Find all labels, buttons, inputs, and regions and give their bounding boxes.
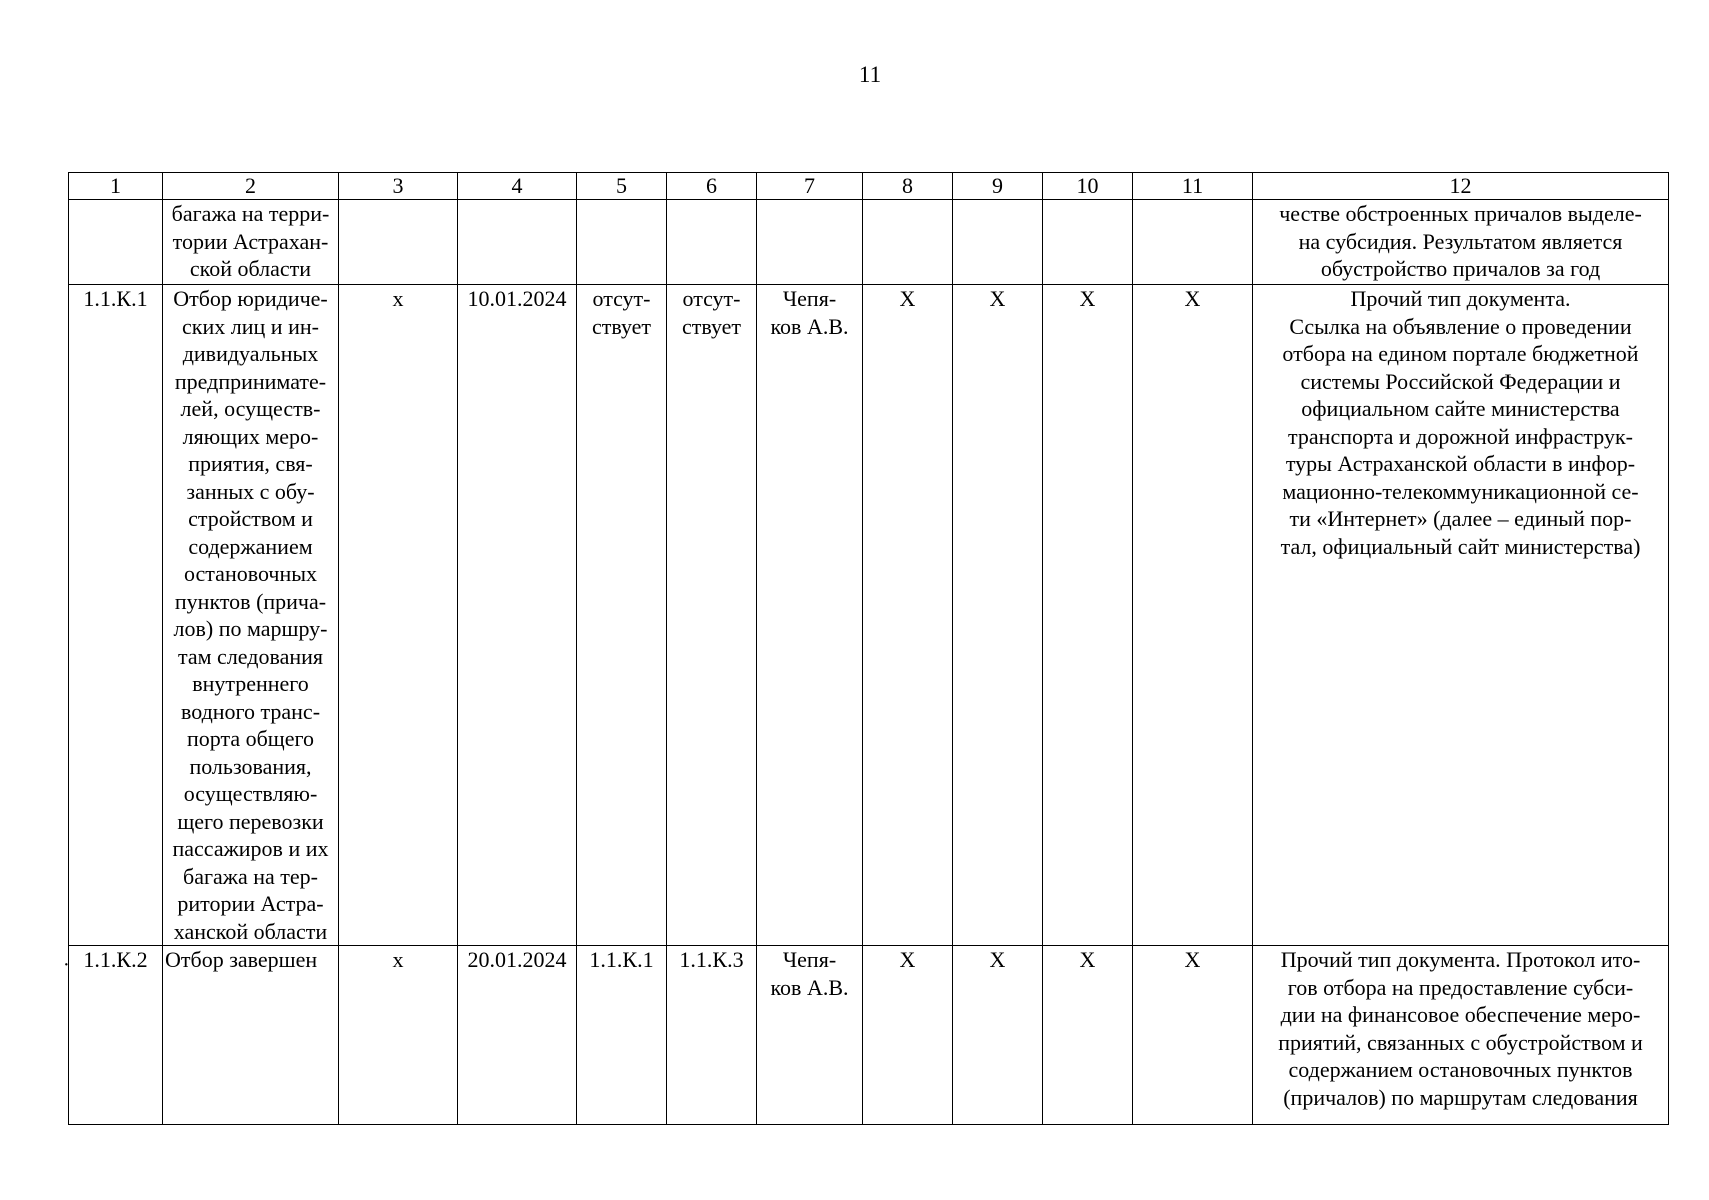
- row-col5-text: 1.1.К.1: [589, 947, 654, 972]
- continuation-description-text: честве обстроенных причалов выделе- на субсидия. Результатом является обустройство причалов за год: [1279, 201, 1642, 281]
- row-code: [69, 946, 163, 1125]
- row-col3-text: х: [392, 947, 404, 972]
- table-cell: [339, 200, 458, 285]
- row-col8-text: X: [899, 947, 916, 972]
- row-col8: [863, 946, 953, 1125]
- row-col6-text: отсут- ствует: [681, 286, 742, 339]
- header-cell: 5: [577, 173, 667, 200]
- row-responsible-text: Чепя- ков А.В.: [770, 947, 849, 1000]
- row-code-text: 1.1.К.2: [83, 947, 148, 972]
- table-row-continuation: [69, 200, 1669, 285]
- row-description-text: Прочий тип документа. Протокол ито- гов отбора на предоставление субси- дии на финансовое обеспечение меро- приятий, связанных с обустройством и содержанием остановочных пунктов (причалов) по маршрутам следования: [1278, 947, 1643, 1110]
- header-cell: 9: [953, 173, 1043, 200]
- row-col11: [1133, 946, 1253, 1125]
- page-number: 11: [858, 62, 882, 87]
- row-col11: [1133, 285, 1253, 946]
- row-col8: [863, 285, 953, 946]
- row-col10-text: X: [1079, 947, 1096, 972]
- row-name: [163, 946, 339, 1125]
- row-name-text: Отбор юридиче- ских лиц и ин- дивидуальных предпринимате- лей, осуществ- ляющих меро- приятия, свя- занных с обу- стройством и содержанием остановочных пунктов (прича- лов) по маршру- там следования внутреннего водного транс- порта общего пользования, осуществляю- щего перевозки пассажиров и их багажа на тер- ритории Астра- ханской области: [172, 286, 329, 944]
- row-col3: [339, 946, 458, 1125]
- table-row: [69, 946, 1669, 1125]
- row-responsible: [757, 285, 863, 946]
- row-col6-text: 1.1.К.3: [679, 947, 744, 972]
- table-cell: [953, 200, 1043, 285]
- header-cell: 2: [163, 173, 339, 200]
- row-col5: [577, 946, 667, 1125]
- row-date-text: 20.01.2024: [467, 947, 567, 972]
- table-cell: [1133, 200, 1253, 285]
- row-code-text: 1.1.К.1: [83, 286, 148, 311]
- row-col5-text: отсут- ствует: [591, 286, 652, 339]
- row-date: [458, 946, 577, 1125]
- table-row: [69, 285, 1669, 946]
- table-cell: [1043, 200, 1133, 285]
- row-col3: [339, 285, 458, 946]
- row-col9-text: X: [989, 286, 1006, 311]
- continuation-name-text: багажа на терри- тории Астрахан- ской области: [171, 201, 330, 281]
- header-cell: 1: [69, 173, 163, 200]
- row-description: [1253, 285, 1669, 946]
- table-cell: [757, 200, 863, 285]
- table-cell: [163, 200, 339, 285]
- table-cell: [69, 200, 163, 285]
- row-name: [163, 285, 339, 946]
- row-date: [458, 285, 577, 946]
- scan-artifact-dot: ·: [63, 954, 70, 976]
- table-cell: [458, 200, 577, 285]
- header-cell: 7: [757, 173, 863, 200]
- plan-table: [68, 172, 1669, 1125]
- header-cell: 6: [667, 173, 757, 200]
- table-cell: [863, 200, 953, 285]
- row-name-text: Отбор завершен: [165, 947, 318, 972]
- row-description-text: Прочий тип документа. Ссылка на объявление о проведении отбора на едином портале бюджетной системы Российской Федерации и официальном сайте министерства транспорта и дорожной инфраструк- туры Астраханской области в инфор- мационно-телекоммуникационной се- ти «Интернет» (далее – единый пор- тал, официальный сайт министерства): [1280, 286, 1641, 559]
- row-col9-text: X: [989, 947, 1006, 972]
- row-col3-text: х: [392, 286, 404, 311]
- row-col11-text: X: [1184, 286, 1201, 311]
- header-cell: 10: [1043, 173, 1133, 200]
- header-cell: 3: [339, 173, 458, 200]
- row-col9: [953, 946, 1043, 1125]
- row-col10: [1043, 946, 1133, 1125]
- row-col10-text: X: [1079, 286, 1096, 311]
- row-col10: [1043, 285, 1133, 946]
- row-col6: [667, 946, 757, 1125]
- row-description: [1253, 946, 1669, 1125]
- table-header-row: [69, 173, 1669, 200]
- row-code: [69, 285, 163, 946]
- table-cell: [667, 200, 757, 285]
- table-cell: [577, 200, 667, 285]
- row-col5: [577, 285, 667, 946]
- row-date-text: 10.01.2024: [467, 286, 567, 311]
- row-col11-text: X: [1184, 947, 1201, 972]
- row-responsible-text: Чепя- ков А.В.: [770, 286, 849, 339]
- header-cell: 11: [1133, 173, 1253, 200]
- row-responsible: [757, 946, 863, 1125]
- header-cell: 8: [863, 173, 953, 200]
- row-col9: [953, 285, 1043, 946]
- header-cell: 4: [458, 173, 577, 200]
- table-cell: [1253, 200, 1669, 285]
- header-cell: 12: [1253, 173, 1669, 200]
- row-col6: [667, 285, 757, 946]
- row-col8-text: X: [899, 286, 916, 311]
